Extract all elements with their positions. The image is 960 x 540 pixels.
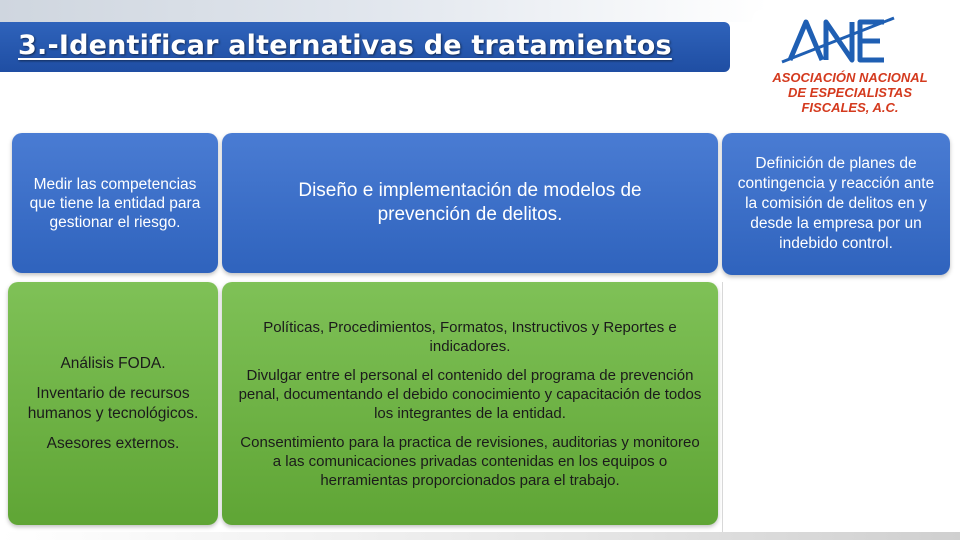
politicas-procedimientos: Políticas, Procedimientos, Formatos, Instructivos y Reportes e indicadores. [263,318,677,355]
analisis-foda: Análisis FODA. [60,354,166,372]
box-acciones [222,282,718,525]
box-diseno-modelos [222,133,718,273]
consentimiento-revisiones: Consentimiento para la practica de revisiones, auditorias y monitoreo a las comunicaciones privadas contenidas en los equipos o herramientas proporcionados para el trabajo. [240,433,700,489]
box-diseno-modelos-text: Diseño e implementación de modelos de prevención de delitos. [298,180,642,225]
inventario-recursos: Inventario de recursos humanos y tecnológicos. [27,384,199,422]
logo-line-3: FISCALES, A.C. [801,100,899,115]
box-analisis [8,282,218,525]
logo-mark [752,10,948,72]
box-planes-contingencia [722,133,950,275]
box-medir-competencias [12,133,218,273]
slide-title: 3.-Identificar alternativas de tratamientos [18,30,672,61]
logo-line-1: ASOCIACIÓN NACIONAL [772,70,928,85]
ane-logo-icon [752,10,948,72]
logo-organization-name [752,70,948,115]
asesores-externos: Asesores externos. [46,434,180,452]
box-planes-contingencia-text: Definición de planes de contingencia y reacción ante la comisión de delitos en y desde la empresa por un indebido control. [737,155,935,252]
right-divider [722,282,723,532]
logo-line-2: DE ESPECIALISTAS [787,85,912,100]
box-medir-competencias-text: Medir las competencias que tiene la entidad para gestionar el riesgo. [29,175,201,231]
divulgar-programa: Divulgar entre el personal el contenido del programa de prevención penal, documentando el debido conocimiento y capacitación de todos los integrantes de la entidad. [238,366,702,422]
bottom-decor-bar [0,532,960,540]
organization-logo [752,10,948,125]
